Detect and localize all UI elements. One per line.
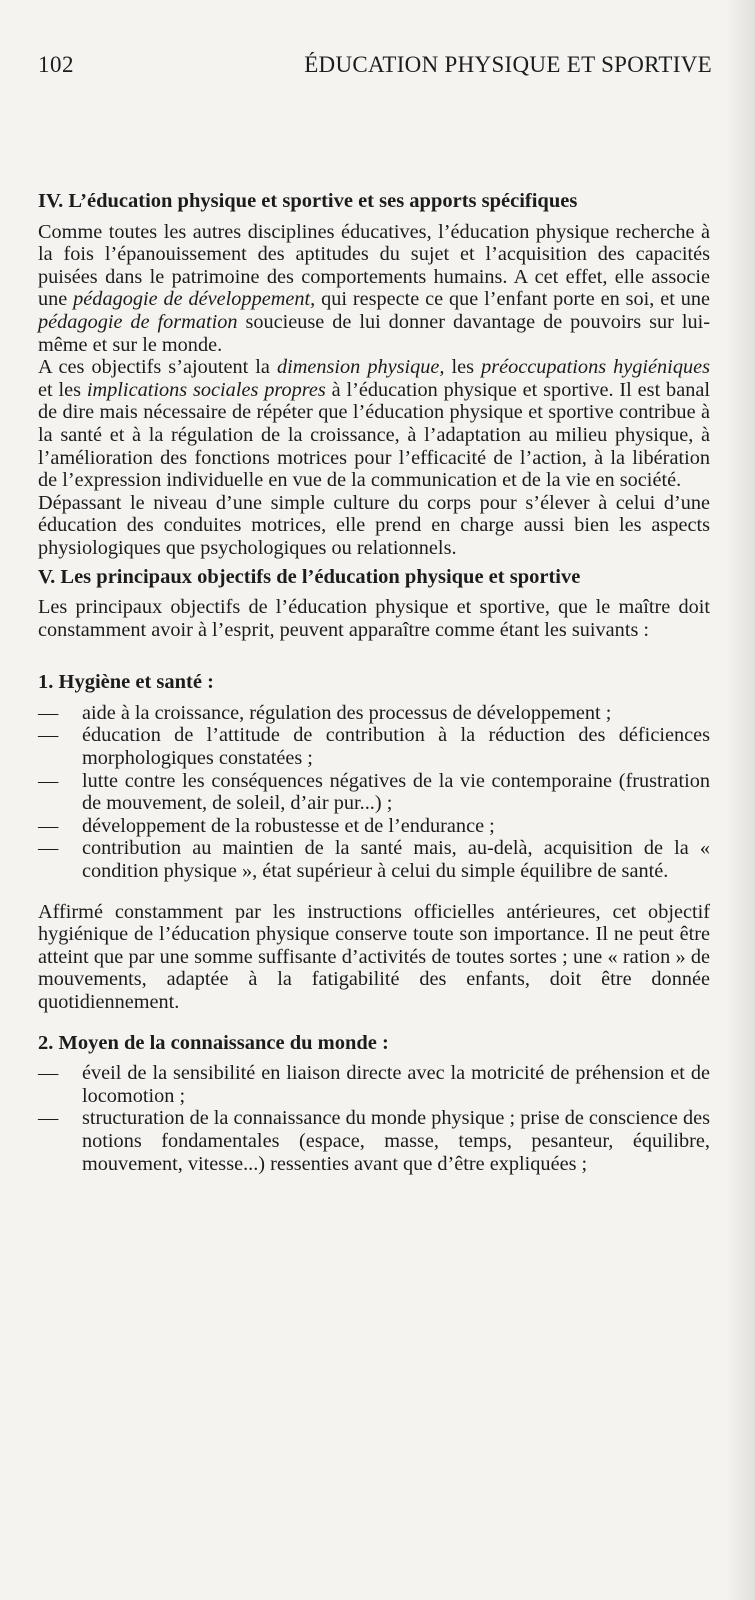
italic-term: pédagogie de formation [38,310,238,333]
list-item: — structuration de la connaissance du monde physique ; prise de conscience des notions fondamentales (espace, masse, temps, pesanteur, équilibre, mouvement, vitesse...) ressenties avant que d’être expliquées ; [38,1107,710,1175]
italic-term: dimension physique, [276,356,445,379]
page-header-area [38,52,712,78]
text-run: qui respecte ce que l’enfant porte en soi, et une [315,288,711,311]
italic-term: implications sociales propres [86,378,326,401]
paragraph [38,356,710,492]
list-item: — développement de la robustesse et de l’endurance ; [38,815,710,838]
text-run: à l’éducation physique et sportive. Il est banal de dire mais nécessaire de répéter que l’éducation physique et sportive contribue à la santé et à la régulation de la croissance, à l’adaptation au milieu physique, à l’amélioration des fonctions motrices pour l’efficacité de l’action, à la libération de l’expression individuelle en vue de la communication et de la vie en société. [38,378,710,492]
objectives-list-hygiene [38,702,710,883]
list-item: — contribution au maintien de la santé mais, au-delà, acquisition de la « condition physique », état supérieur à celui du simple équilibre de santé. [38,837,710,882]
paragraph: Les principaux objectifs de l’éducation physique et sportive, que le maître doit constamment avoir à l’esprit, peuvent apparaître comme étant les suivants : [38,596,710,641]
page-body [38,190,710,1175]
paragraph: Dépassant le niveau d’une simple culture du corps pour s’élever à celui d’une éducation des conduites motrices, elle prend en charge aussi bien les aspects physiologiques que psychologiques ou relationnels. [38,491,710,559]
running-title: ÉDUCATION PHYSIQUE ET SPORTIVE [304,52,712,77]
objectives-list-connaissance [38,1062,710,1175]
list-item: — éveil de la sensibilité en liaison directe avec la motricité de préhension et de locomotion ; [38,1062,710,1107]
running-header [38,52,712,78]
list-item: — éducation de l’attitude de contribution à la réduction des déficiences morphologiques constatées ; [38,724,710,769]
page-edge-shadow [725,0,755,1600]
paragraph: Affirmé constamment par les instructions officielles antérieures, cet objectif hygiénique de l’éducation physique conserve toute son importance. Il ne peut être atteint que par une somme suffisante d’activités de toutes sortes ; une « ration » de mouvements, adaptée à la fatigabilité des enfants, doit être donnée quotidiennement. [38,900,710,1013]
subsection-title-hygiene: 1. Hygiène et santé : [38,671,214,694]
subsection-title-connaissance: 2. Moyen de la connaissance du monde : [38,1031,389,1054]
section-heading-iv: IV. L’éducation physique et sportive et ses apports spécifiques [38,190,578,212]
text-run: et les [38,378,87,401]
italic-term: préoccupations hygiéniques [481,356,710,379]
text-run: Comme toutes les autres disciplines éducatives, l’éducation physique recherche à la fois l’épanouissement des aptitudes du sujet et l’acquisition des capacités puisées dans le patrimoine des comportements humains. A cet effet, elle associe une [38,220,710,311]
list-item: — aide à la croissance, régulation des processus de développement ; [38,702,710,725]
text-run: A ces objectifs s’ajoutent la [38,356,277,379]
italic-term: pédagogie de développement, [73,288,316,311]
page-number: 102 [38,52,74,77]
text-run: soucieuse de lui donner davantage de pouvoirs sur lui-même et sur le monde. [38,310,710,356]
text-run: les [444,356,482,379]
section-heading-v: V. Les principaux objectifs de l’éducation physique et sportive [38,565,581,588]
list-item: — lutte contre les conséquences négatives de la vie contemporaine (frustration de mouvement, de soleil, d’air pur...) ; [38,770,710,815]
paragraph [38,221,710,357]
